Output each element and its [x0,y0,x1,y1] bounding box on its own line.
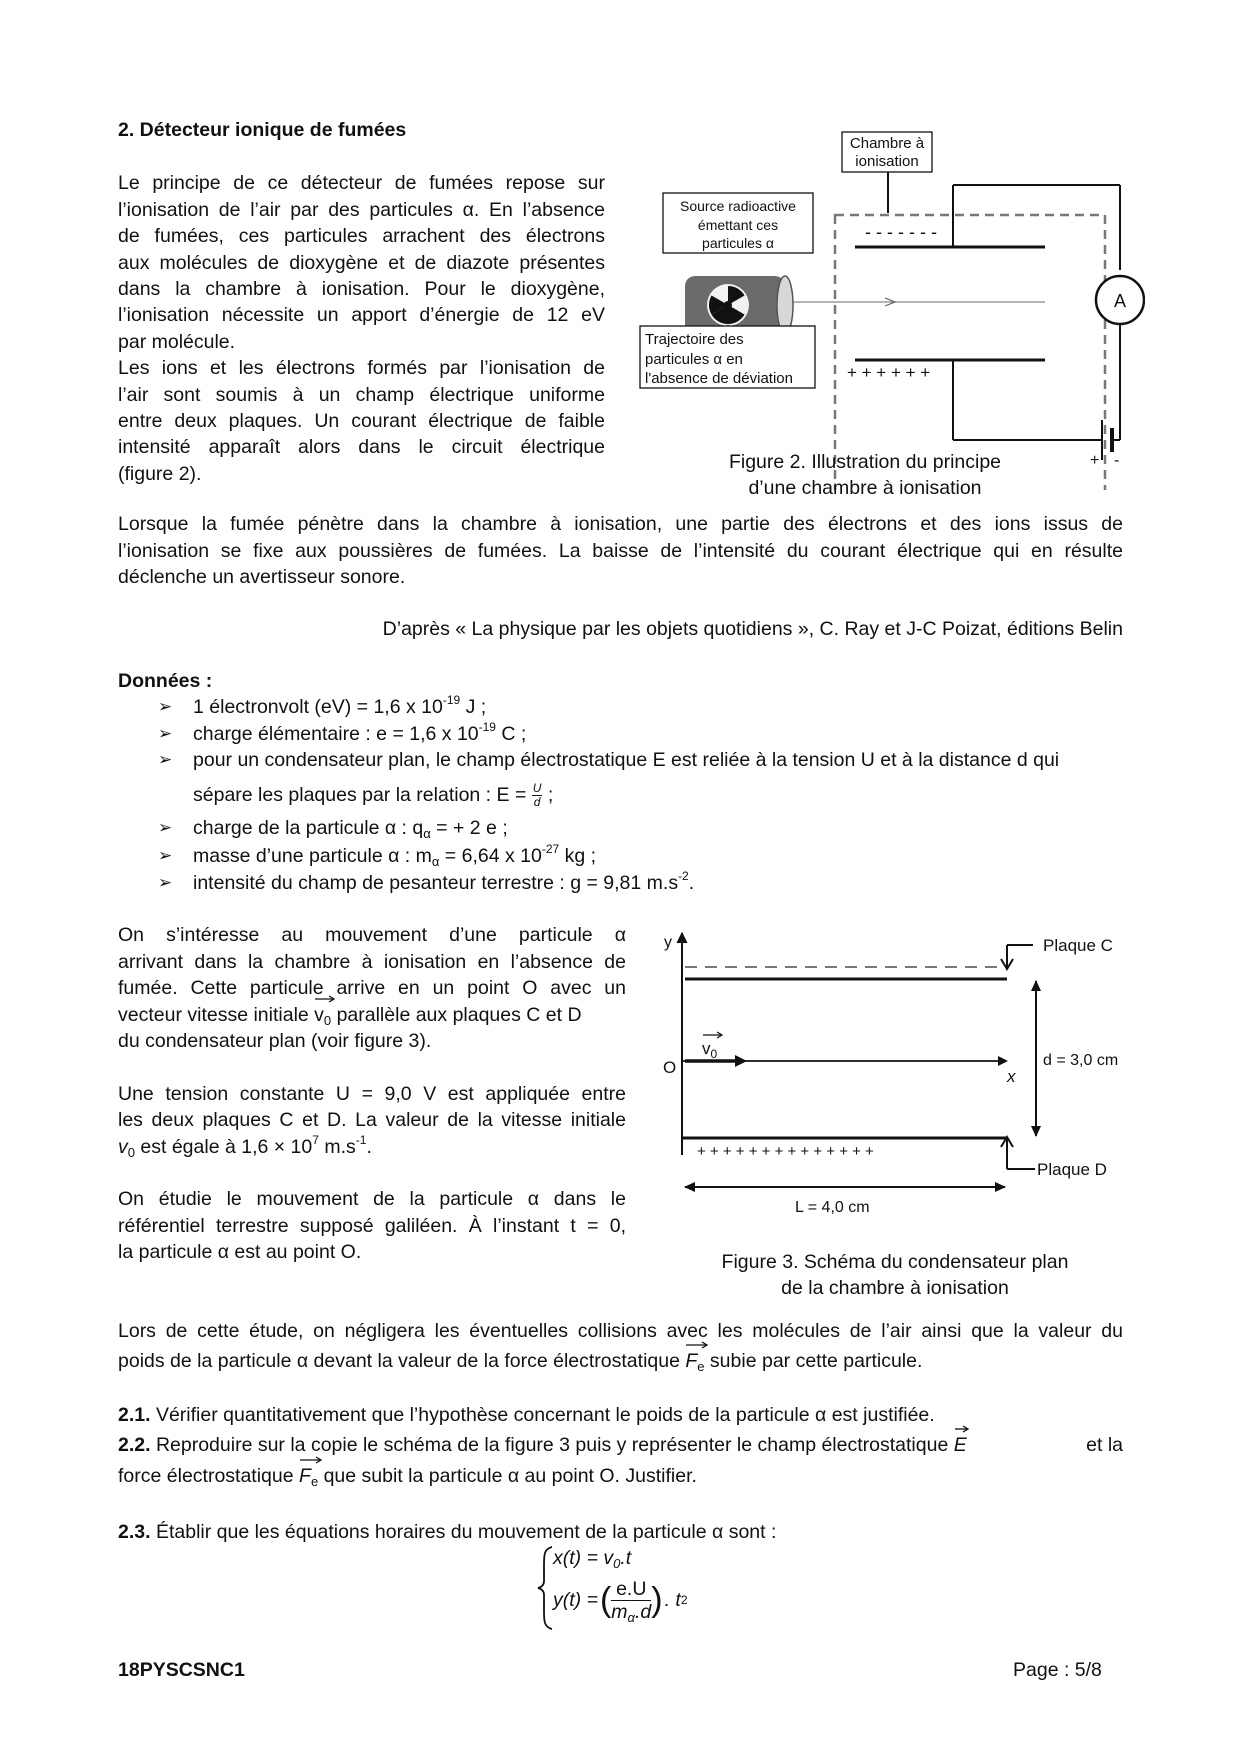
vector-v0 [314,1002,331,1028]
equation-fraction [611,1578,651,1623]
question-number: 2.2. [118,1434,151,1456]
intro-line: aux molécules de dioxygène et de diazote présentes [118,252,605,274]
motion-line: On s’intéresse au mouvement d’une particule α [118,924,626,946]
d-dimension-label: d = 3,0 cm [1043,1052,1119,1069]
plus-charges-d: + + + + + + + + + + + + + + [697,1143,874,1160]
data-exponent: -19 [478,720,496,734]
equation-x [553,1545,631,1571]
vector-letter: F [685,1350,698,1372]
v0-label: $v_0$ [702,1039,718,1061]
data-text: intensité du champ de pesanteur terrestre : g = 9,81 m.s [193,872,679,894]
question-text: Vérifier quantitativement que l’hypothèse concernant le poids de la particule α est justifiée. [150,1404,935,1426]
intro-line: l’ionisation nécessite un apport d’énergie de 12 eV [118,304,605,326]
minus-charges: - - - - - - - [865,222,937,242]
motion-line: arrivant dans la chambre à ionisation en l’absence de [118,951,626,973]
question-2-2-continuation [118,1463,697,1489]
intro-line: (figure 2). [118,463,202,485]
figure-3-capacitor [655,925,1135,1230]
question-number: 2.1. [118,1404,151,1426]
vector-fe [299,1463,318,1489]
data-exponent: -27 [541,842,560,856]
vector-subscript: e [697,1359,705,1374]
question-text: force électrostatique [118,1465,300,1487]
data-item [120,815,1130,841]
bullet-arrow-icon: ➢ [158,818,173,837]
equation-text: .d [634,1600,652,1623]
caption-line: Figure 2. Illustration du principe [728,451,1002,473]
data-text: = 6,64 x 10 [439,845,542,867]
fraction-numerator: U [532,781,542,796]
vector-letter: F [299,1465,311,1487]
tension-text: m.s [318,1136,356,1158]
plus-charges: + + + + + + [847,363,931,382]
intro-line: l’ionisation de l’air par des particules α. En l’absence [118,199,605,221]
data-text: charge élémentaire : e = 1,6 x 10 [193,723,479,745]
document-code: 18PYSCSNC1 [118,1659,245,1681]
tension-text: est égale à 1,6 × 10 [134,1136,313,1158]
equation-text: m [611,1600,628,1623]
bullet-arrow-icon: ➢ [158,873,173,892]
question-text: Établir que les équations horaires du mouvement de la particule α sont : [150,1521,777,1543]
battery-plus: + [1090,452,1100,469]
intro-line: Les ions et les électrons formés par l’ionisation de [118,357,605,379]
question-2-2 [118,1432,1123,1458]
bullet-arrow-icon: ➢ [158,846,173,865]
tension-line: les deux plaques C et D. La valeur de la vitesse initiale [118,1109,626,1131]
figure-2-ionization-chamber [625,120,1145,490]
data-text: kg ; [559,845,597,867]
vector-fe [685,1348,704,1374]
trajectory-label: l'absence de déviation [645,370,793,387]
equation-text: y(t) = [553,1588,598,1611]
tension-subscript: 0 [127,1145,135,1160]
trajectory-label: particules α en [645,351,743,368]
question-2-3 [118,1519,776,1545]
intro-line: par molécule. [118,331,236,353]
data-exponent: -2 [678,869,689,883]
fraction-numerator: e.U [611,1578,651,1601]
motion-text: parallèle aux plaques C et D [331,1004,582,1026]
data-text: pour un condensateur plan, le champ électrostatique E est reliée à la tension U et à la distance d qui [193,749,1060,771]
data-text: charge de la particule α : q [193,817,424,839]
data-text: 1 électronvolt (eV) = 1,6 x 10 [193,696,443,718]
data-subscript: α [431,854,440,869]
figure-2-caption [680,449,1050,501]
fraction-u-over-d [532,782,543,809]
data-item [120,843,1130,869]
motion-line: fumée. Cette particule arrive en un point O avec un [118,977,626,999]
data-text: C ; [495,723,527,745]
vector-letter: v [314,1004,324,1026]
question-number: 2.3. [118,1521,151,1543]
hypothesis-text: poids de la particule α devant la valeur de la force électrostatique [118,1350,686,1372]
fraction-denominator [611,1601,651,1623]
vector-subscript: e [310,1474,319,1489]
data-item-continuation [120,778,1130,812]
caption-line: de la chambre à ionisation [781,1277,1009,1299]
smoke-line: déclenche un avertisseur sonore. [118,566,406,588]
question-text: que subit la particule α au point O. Justifier. [318,1465,697,1487]
intro-line: entre deux plaques. Un courant électrique de faible [118,410,605,432]
source-label: Source radioactive [680,198,796,214]
vector-subscript: 0 [323,1013,332,1028]
hypothesis-text: subie par cette particule. [704,1350,923,1372]
trajectory-label: Trajectoire des [645,331,744,348]
x-axis-label: x [1007,1067,1016,1086]
equation-subscript: α [627,1609,635,1625]
ammeter-label: A [1113,291,1127,311]
data-text: J ; [460,696,487,718]
chamber-label: Chambre à [849,135,925,152]
tension-text: v [118,1136,128,1158]
bullet-arrow-icon: ➢ [158,697,173,716]
figure-3-caption [690,1249,1100,1301]
equation-y: y(t) = ( $\frac{e.U}{m_\alpha.d}$ ) . t 2 [553,1577,688,1625]
equation-subscript: 0 [613,1556,621,1571]
data-item [120,694,1130,720]
tension-exponent: 7 [312,1133,319,1147]
section-title: 2. Détecteur ionique de fumées [118,119,407,141]
y-axis-label: y [664,934,672,951]
motion-text: vecteur vitesse initiale [118,1004,315,1026]
plate-c-label: Plaque C [1043,936,1113,955]
equation-text: .t [620,1547,632,1569]
intro-line: de fumées, ces particules arrachent des électrons [118,225,605,247]
plate-d-label: Plaque D [1037,1160,1107,1179]
question-text: et la [1086,1434,1123,1456]
intro-line: l’air sont soumis à un champ électrique uniforme [118,384,605,406]
vector-letter: E [953,1434,967,1456]
data-text: sépare les plaques par la relation : E = [193,784,527,806]
tension-line: Une tension constante U = 9,0 V est appliquée entre [118,1083,626,1105]
smoke-line: l’ionisation se fixe aux poussières de fumées. La baisse de l’intensité du courant électrique qui en résulte [118,540,1123,562]
origin-label: O [663,1058,677,1077]
radioactive-source-icon [685,276,793,334]
source-label: particules α [702,235,774,251]
equation-text: x(t) = v [553,1547,614,1569]
caption-line: d’une chambre à ionisation [748,477,982,499]
ref-line: On étudie le mouvement de la particule α dans le [118,1188,626,1210]
bullet-arrow-icon: ➢ [158,750,173,769]
motion-line: du condensateur plan (voir figure 3). [118,1030,432,1052]
question-text: Reproduire sur la copie le schéma de la figure 3 puis y représenter le champ électrostatique [150,1434,954,1456]
data-item [120,721,1130,747]
intro-line: dans la chambre à ionisation. Pour le dioxygène, [118,278,605,300]
data-text: masse d’une particule α : m [193,845,432,867]
source-label: émettant ces [697,217,779,233]
page-number: Page : 5/8 [1013,1659,1102,1681]
data-item [120,870,1130,896]
intro-line: Le principe de ce détecteur de fumées repose sur [118,172,605,194]
motion-line [118,1002,582,1028]
source-reference: D’après « La physique par les objets quotidiens », C. Ray et J-C Poizat, éditions Belin [382,618,1123,640]
battery-minus: - [1114,452,1120,469]
data-text: ; [547,784,554,806]
tension-exponent: -1 [355,1133,367,1147]
vector-e [954,1432,967,1458]
data-title: Données : [118,670,213,692]
intro-line: intensité apparaît alors dans le circuit électrique [118,436,605,458]
bullet-arrow-icon: ➢ [158,724,173,743]
data-text: = + 2 e ; [430,817,508,839]
smoke-line: Lorsque la fumée pénètre dans la chambre à ionisation, une partie des électrons et des ions issus de [118,513,1123,535]
data-item [120,747,1130,773]
fraction-denominator: d [533,795,541,810]
tension-text: . [366,1136,372,1158]
caption-line: Figure 3. Schéma du condensateur plan [721,1251,1069,1273]
data-exponent: -19 [442,693,461,707]
data-subscript: α [423,826,431,841]
ref-line: référentiel terrestre supposé galiléen. À l’instant t = 0, [118,1215,626,1237]
ref-line: la particule α est au point O. [118,1241,362,1263]
data-text: . [688,872,695,894]
question-2-1 [118,1402,935,1428]
l-dimension-label: L = 4,0 cm [795,1199,870,1216]
chamber-label: ionisation [855,153,919,170]
equation-text: . t [664,1588,681,1611]
hypothesis-line [118,1348,922,1374]
tension-line [118,1134,372,1160]
hypothesis-line: Lors de cette étude, on négligera les éventuelles collisions avec les molécules de l’air ainsi que la valeur du [118,1320,1123,1342]
